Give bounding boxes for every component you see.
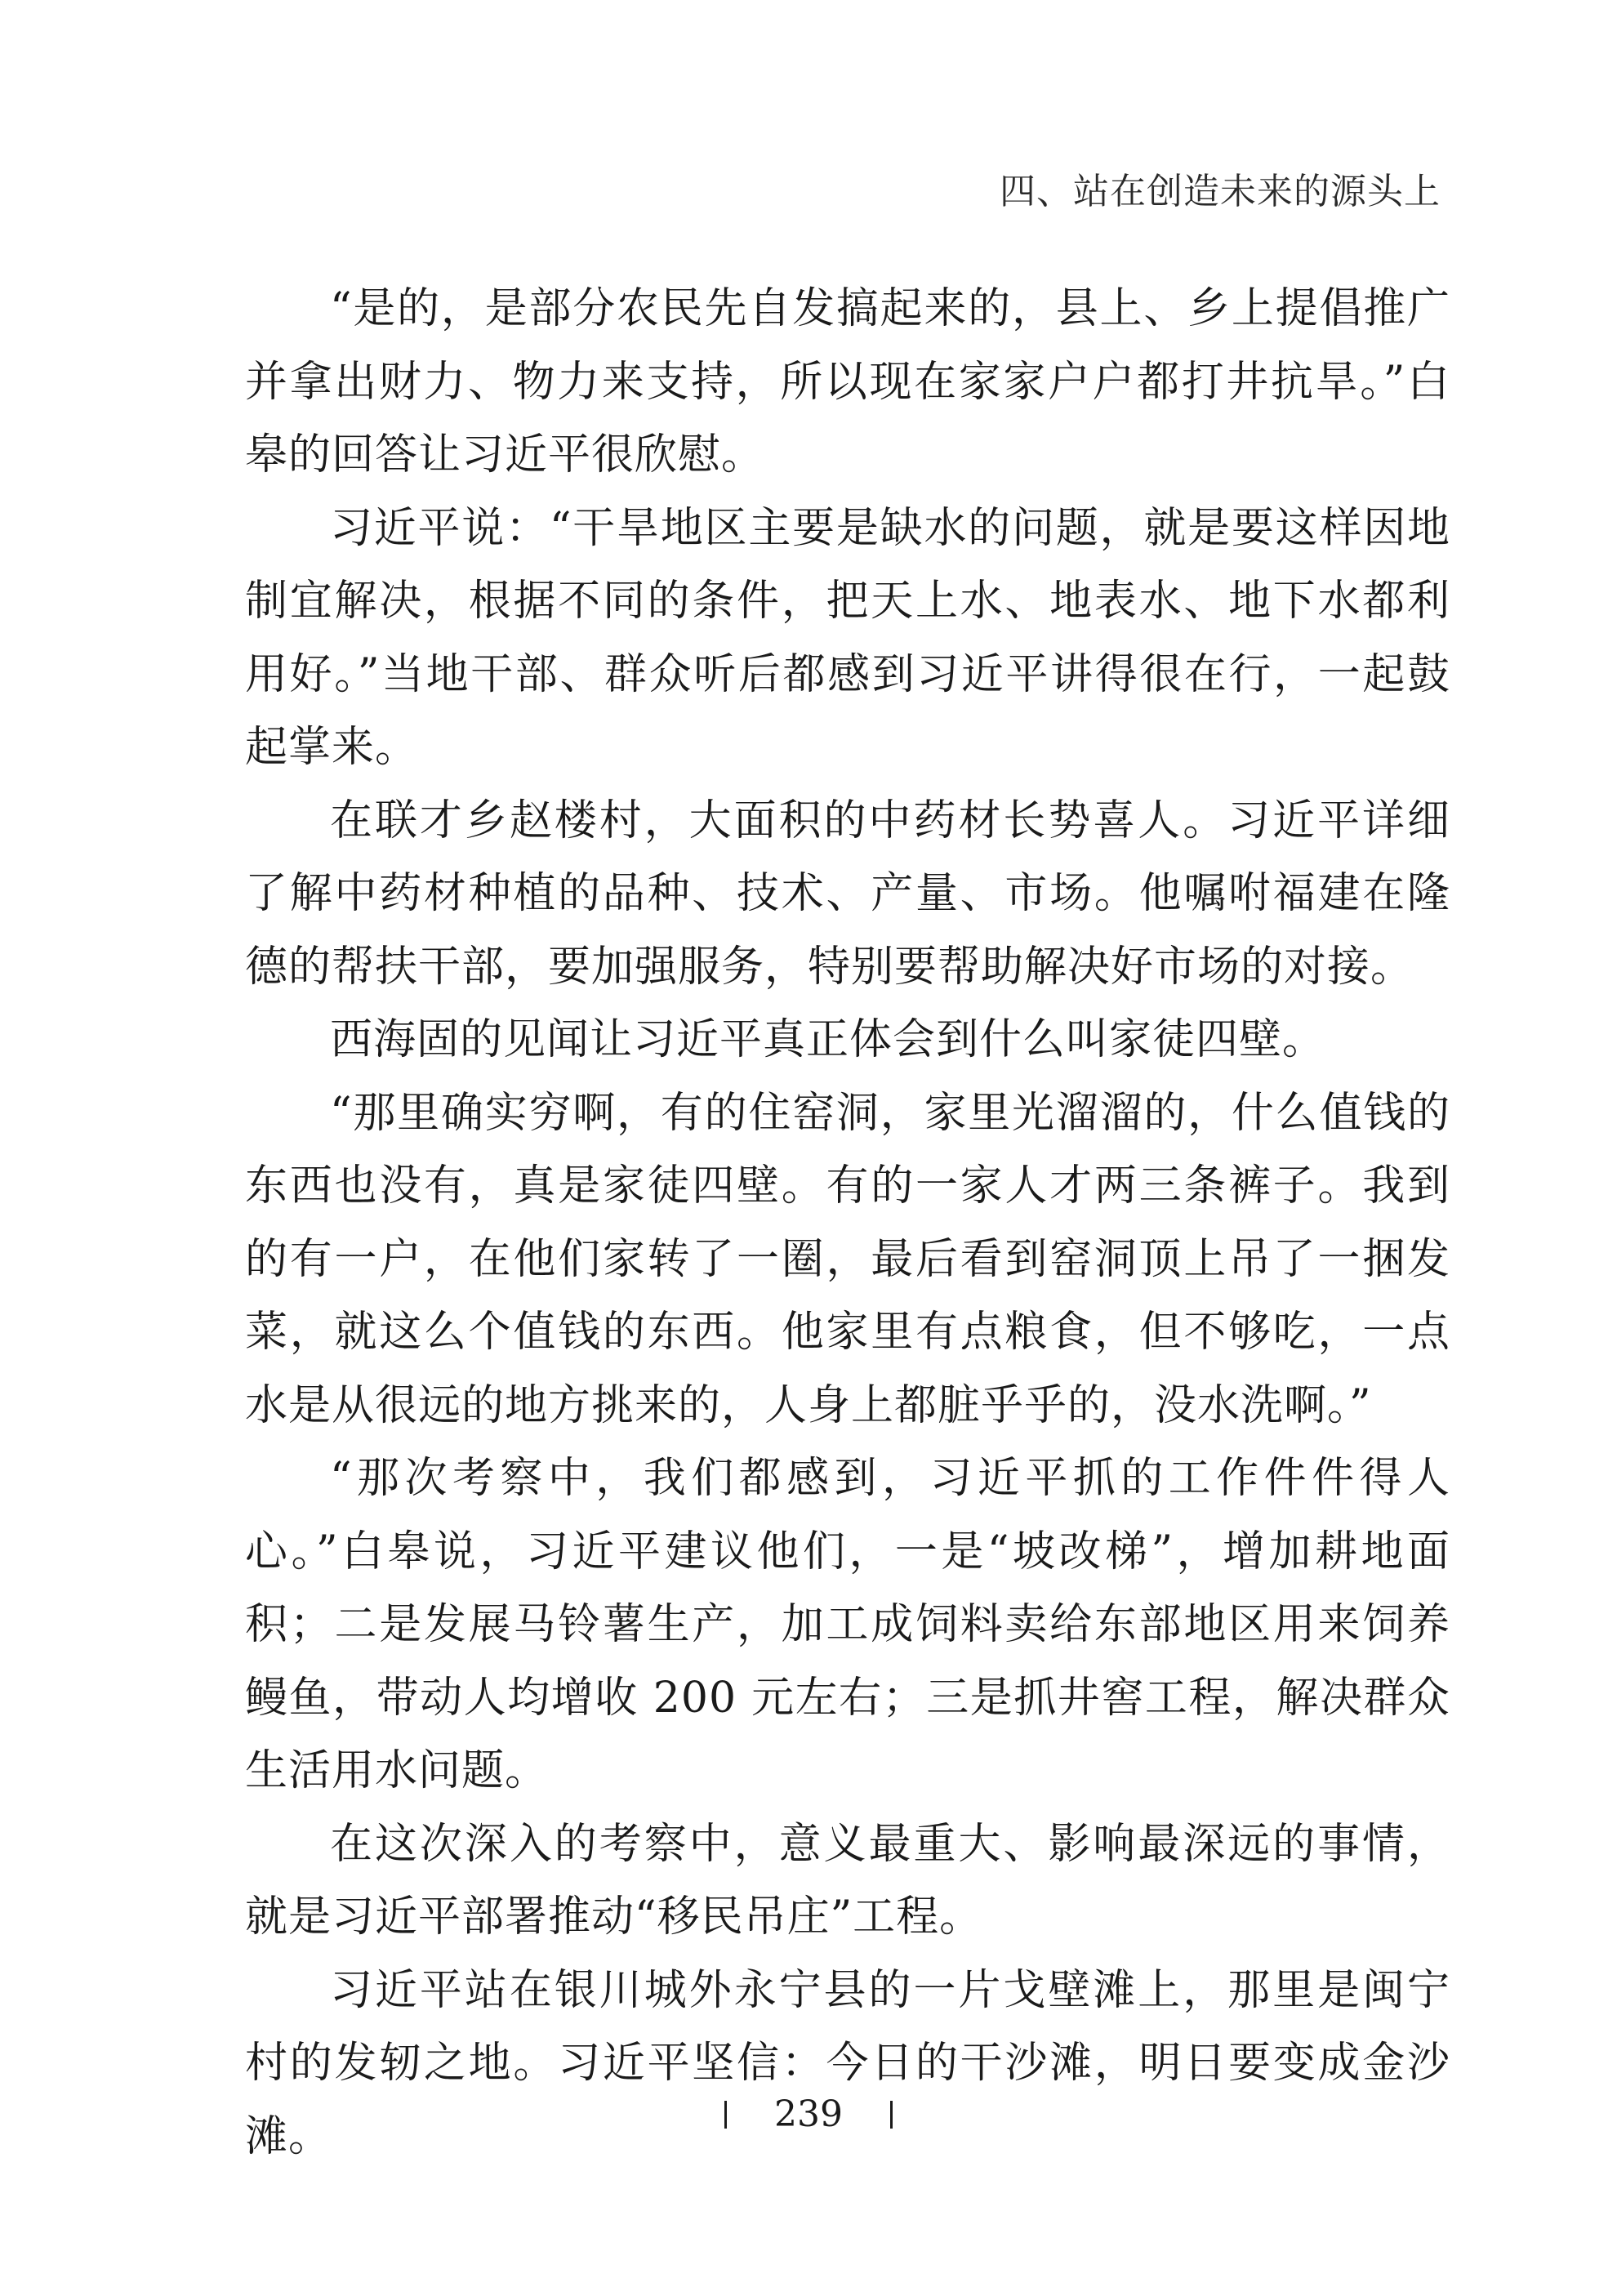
body-text bbox=[245, 273, 1450, 2173]
paragraph: “那次考察中，我们都感到，习近平抓的工作件件得人心。”白皋说，习近平建议他们，一是“坡改梯”，增加耕地面积；二是发展马铃薯生产，加工成饲料卖给东部地区用来饲养鳗鱼，带动人均增收 200 元左右；三是抓井窖工程，解决群众生活用水问题。 bbox=[245, 1454, 1450, 1795]
paragraph: “那里确实穷啊，有的住窑洞，家里光溜溜的，什么值钱的东西也没有，真是家徒四壁。有的一家人才两三条裤子。我到的有一户，在他们家转了一圈，最后看到窑洞顶上吊了一捆发菜，就这么个值钱的东西。他家里有点粮食，但不够吃，一点水是从很远的地方挑来的，人身上都脏乎乎的，没水洗啊。” bbox=[245, 1088, 1450, 1430]
paragraph: 习近平说：“干旱地区主要是缺水的问题，就是要这样因地制宜解决，根据不同的条件，把天上水、地表水、地下水都利用好。”当地干部、群众听后都感到习近平讲得很在行，一起鼓起掌来。 bbox=[245, 503, 1450, 772]
running-header: 四、站在创造未来的源头上 bbox=[1000, 171, 1441, 212]
folio-left-rule bbox=[724, 2101, 727, 2129]
page-footer bbox=[0, 2091, 1617, 2135]
paragraph: 在联才乡赵楼村，大面积的中药材长势喜人。习近平详细了解中药材种植的品种、技术、产量、市场。他嘱咐福建在隆德的帮扶干部，要加强服务，特别要帮助解决好市场的对接。 bbox=[245, 796, 1450, 992]
paragraph: “是的，是部分农民先自发搞起来的，县上、乡上提倡推广并拿出财力、物力来支持，所以现在家家户户都打井抗旱。”白皋的回答让习近平很欣慰。 bbox=[245, 284, 1450, 479]
page-number: 239 bbox=[774, 2093, 843, 2135]
paragraph: 西海固的见闻让习近平真正体会到什么叫家徒四壁。 bbox=[330, 1015, 1326, 1064]
paragraph: 习近平站在银川城外永宁县的一片戈壁滩上，那里是闽宁村的发轫之地。习近平坚信：今日的干沙滩，明日要变成金沙滩。 bbox=[245, 1965, 1450, 2161]
folio-right-rule bbox=[890, 2101, 893, 2129]
paragraph: 在这次深入的考察中，意义最重大、影响最深远的事情，就是习近平部署推动“移民吊庄”工程。 bbox=[245, 1819, 1450, 1942]
